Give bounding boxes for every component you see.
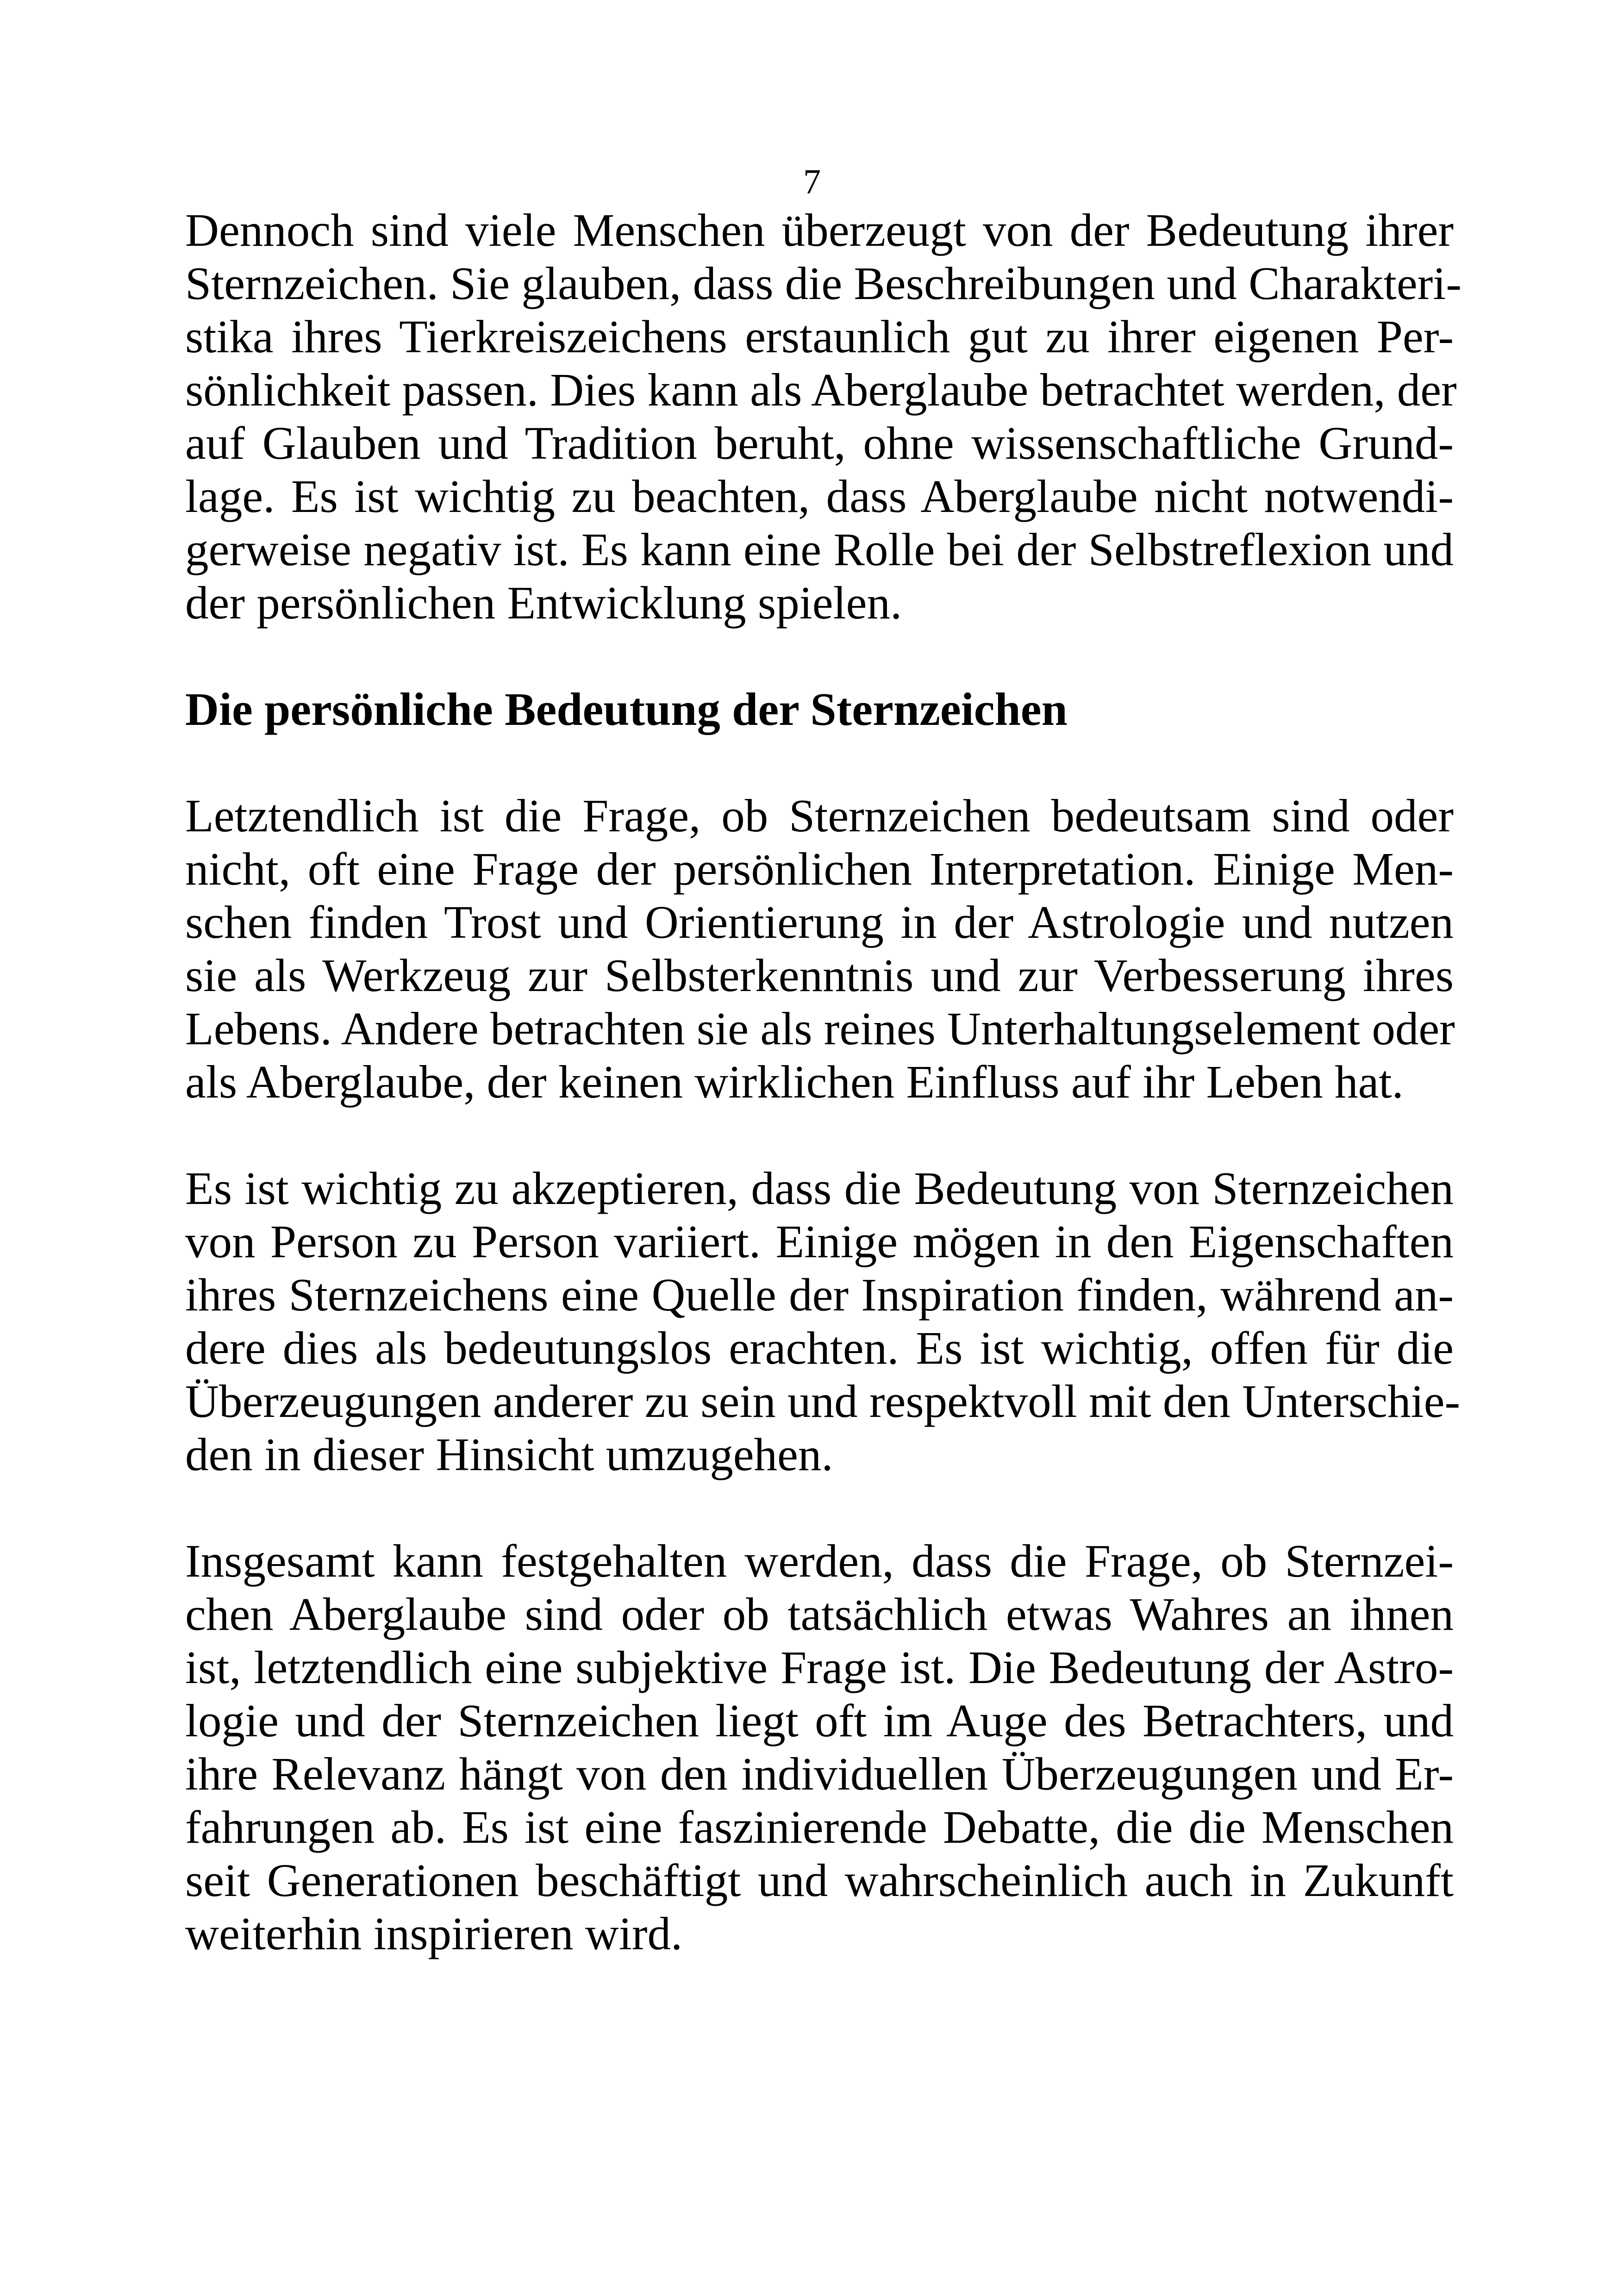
spacer xyxy=(185,736,1454,789)
text-line: fahrungen ab. Es ist eine faszinierende Debatte, die die Menschen xyxy=(185,1801,1454,1853)
paragraph-3 xyxy=(185,1162,1461,1481)
text-line: gerweise negativ ist. Es kann eine Rolle bei der Selbstreflexion und xyxy=(185,524,1454,575)
text-line: chen Aberglaube sind oder ob tatsächlich etwas Wahres an ihnen xyxy=(185,1588,1454,1640)
spacer xyxy=(185,1481,1454,1534)
text-line: weiterhin inspirieren wird. xyxy=(185,1908,683,1959)
text-line: den in dieser Hinsicht umzugehen. xyxy=(185,1428,833,1480)
text-line: Sternzeichen. Sie glauben, dass die Beschreibungen und Charakteri- xyxy=(185,257,1462,309)
text-line: auf Glauben und Tradition beruht, ohne wissenschaftliche Grund- xyxy=(185,417,1454,469)
text-line: ist, letztendlich eine subjektive Frage ist. Die Bedeutung der Astro- xyxy=(185,1641,1454,1693)
text-line: lage. Es ist wichtig zu beachten, dass Aberglaube nicht notwendi- xyxy=(185,470,1454,522)
text-line: logie und der Sternzeichen liegt oft im Auge des Betrachters, und xyxy=(185,1695,1454,1746)
text-line: sönlichkeit passen. Dies kann als Aberglaube betrachtet werden, der xyxy=(185,364,1457,416)
paragraph-2 xyxy=(185,789,1454,1109)
text-line: seit Generationen beschäftigt und wahrscheinlich auch in Zukunft xyxy=(185,1854,1454,1906)
text-line: Lebens. Andere betrachten sie als reines Unterhaltungselement oder xyxy=(185,1003,1455,1054)
text-line: Dennoch sind viele Menschen überzeugt von der Bedeutung ihrer xyxy=(185,204,1454,256)
text-line: Es ist wichtig zu akzeptieren, dass die Bedeutung von Sternzeichen xyxy=(185,1162,1454,1214)
text-line: sie als Werkzeug zur Selbsterkenntnis und zur Verbesserung ihres xyxy=(185,949,1454,1001)
text-line: ihre Relevanz hängt von den individuellen Überzeugungen und Er- xyxy=(185,1748,1454,1800)
paragraph-1 xyxy=(185,204,1462,630)
text-line: ihres Sternzeichens eine Quelle der Inspiration finden, während an- xyxy=(185,1269,1454,1321)
text-line: nicht, oft eine Frage der persönlichen Interpretation. Einige Men- xyxy=(185,843,1454,895)
text-line: dere dies als bedeutungslos erachten. Es ist wichtig, offen für die xyxy=(185,1322,1454,1374)
text-line: Letztendlich ist die Frage, ob Sternzeichen bedeutsam sind oder xyxy=(185,790,1454,842)
text-line: stika ihres Tierkreiszeichens erstaunlich gut zu ihrer eigenen Per- xyxy=(185,311,1454,362)
spacer xyxy=(185,630,1454,683)
text-line: Insgesamt kann festgehalten werden, dass die Frage, ob Sternzei- xyxy=(185,1535,1454,1587)
paragraph-4 xyxy=(185,1534,1454,1960)
text-line: als Aberglaube, der keinen wirklichen Einfluss auf ihr Leben hat. xyxy=(185,1056,1404,1108)
text-line: schen finden Trost und Orientierung in der Astrologie und nutzen xyxy=(185,896,1454,948)
text-line: Überzeugungen anderer zu sein und respektvoll mit den Unterschie- xyxy=(185,1375,1461,1427)
page-number: 7 xyxy=(803,162,821,201)
text-line: der persönlichen Entwicklung spielen. xyxy=(185,577,902,629)
section-heading: Die persönliche Bedeutung der Sternzeichen xyxy=(185,683,1068,735)
text-line: von Person zu Person variiert. Einige mögen in den Eigenschaften xyxy=(185,1216,1454,1267)
spacer xyxy=(185,1109,1454,1162)
page-body xyxy=(185,204,1462,1960)
